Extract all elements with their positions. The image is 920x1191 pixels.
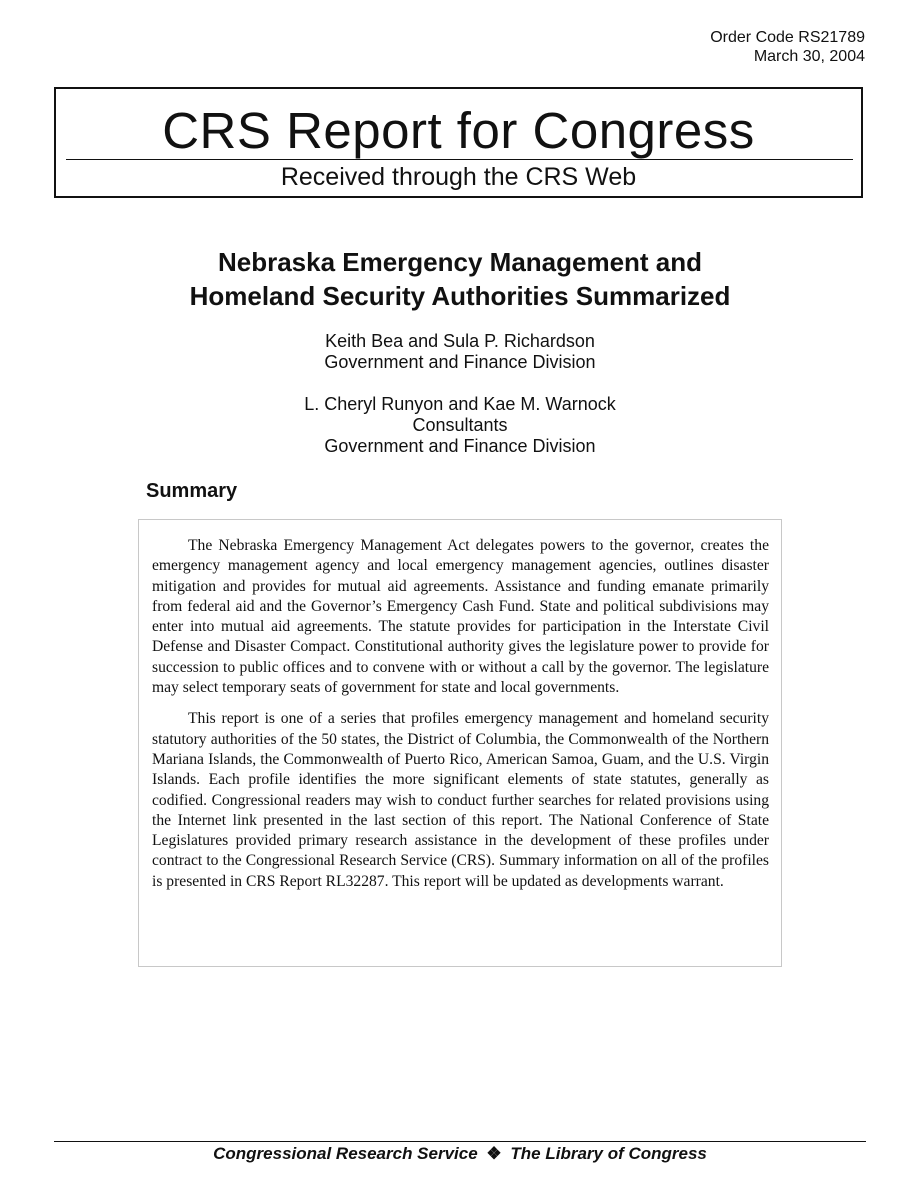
summary-heading: Summary: [146, 480, 238, 502]
report-title: [0, 245, 920, 313]
banner-subtitle: Received through the CRS Web: [280, 163, 637, 191]
report-title-line-2: Homeland Security Authorities Summarized: [189, 281, 731, 311]
summary-paragraph: The Nebraska Emergency Management Act delegates powers to the governor, creates the emergency management agency and local emergency management agencies, outlines disaster mitigation and provides for mutual aid agreements. Assistance and funding emanate primarily from federal aid and the Governor’s Emergency Cash Fund. State and political subdivisions may enter into mutual aid agreements. The statute provides for participation in the Interstate Civil Defense and Disaster Compact. Constitutional authority gives the legislature power to provide for succession to public offices and to convene with or without a call by the governor. The legislature may select temporary seats of government for state and local governments.: [152, 537, 769, 697]
footer: [0, 1143, 920, 1165]
footer-org: Congressional Research Service: [213, 1144, 478, 1163]
author-division: Government and Finance Division: [324, 352, 596, 372]
author-division: Government and Finance Division: [324, 436, 596, 456]
author-names: L. Cheryl Runyon and Kae M. Warnock: [304, 394, 616, 414]
footer-divider: [54, 1141, 866, 1142]
banner-title: CRS Report for Congress: [162, 102, 755, 159]
author-role: Consultants: [412, 415, 508, 435]
summary-box: [138, 519, 782, 967]
author-names: Keith Bea and Sula P. Richardson: [325, 331, 595, 351]
report-date: March 30, 2004: [753, 48, 865, 65]
order-code: Order Code RS21789: [710, 29, 865, 46]
author-group-2: [0, 394, 920, 457]
banner-divider: [66, 159, 853, 160]
footer-library: The Library of Congress: [510, 1144, 707, 1163]
summary-paragraph: This report is one of a series that profiles emergency management and homeland security statutory authorities of the 50 states, the District of Columbia, the Commonwealth of the Northern Mariana Islands, the Commonwealth of Puerto Rico, American Samoa, Guam, and the U.S. Virgin Islands. Each profile identifies the more significant elements of state statutes, generally as codified. Congressional readers may wish to conduct further searches for related provisions using the Internet link presented in the last section of this report. The National Conference of State Legislatures provided primary research assistance in the development of these profiles under contract to the Congressional Research Service (CRS). Summary information on all of the profiles is presented in CRS Report RL32287. This report will be updated as developments warrant.: [152, 710, 769, 890]
report-title-line-1: Nebraska Emergency Management and: [217, 247, 703, 277]
author-group-1: [0, 331, 920, 373]
order-code-block: [710, 28, 865, 66]
crs-banner: [54, 87, 863, 198]
diamond-separator-icon: ❖: [486, 1144, 502, 1163]
